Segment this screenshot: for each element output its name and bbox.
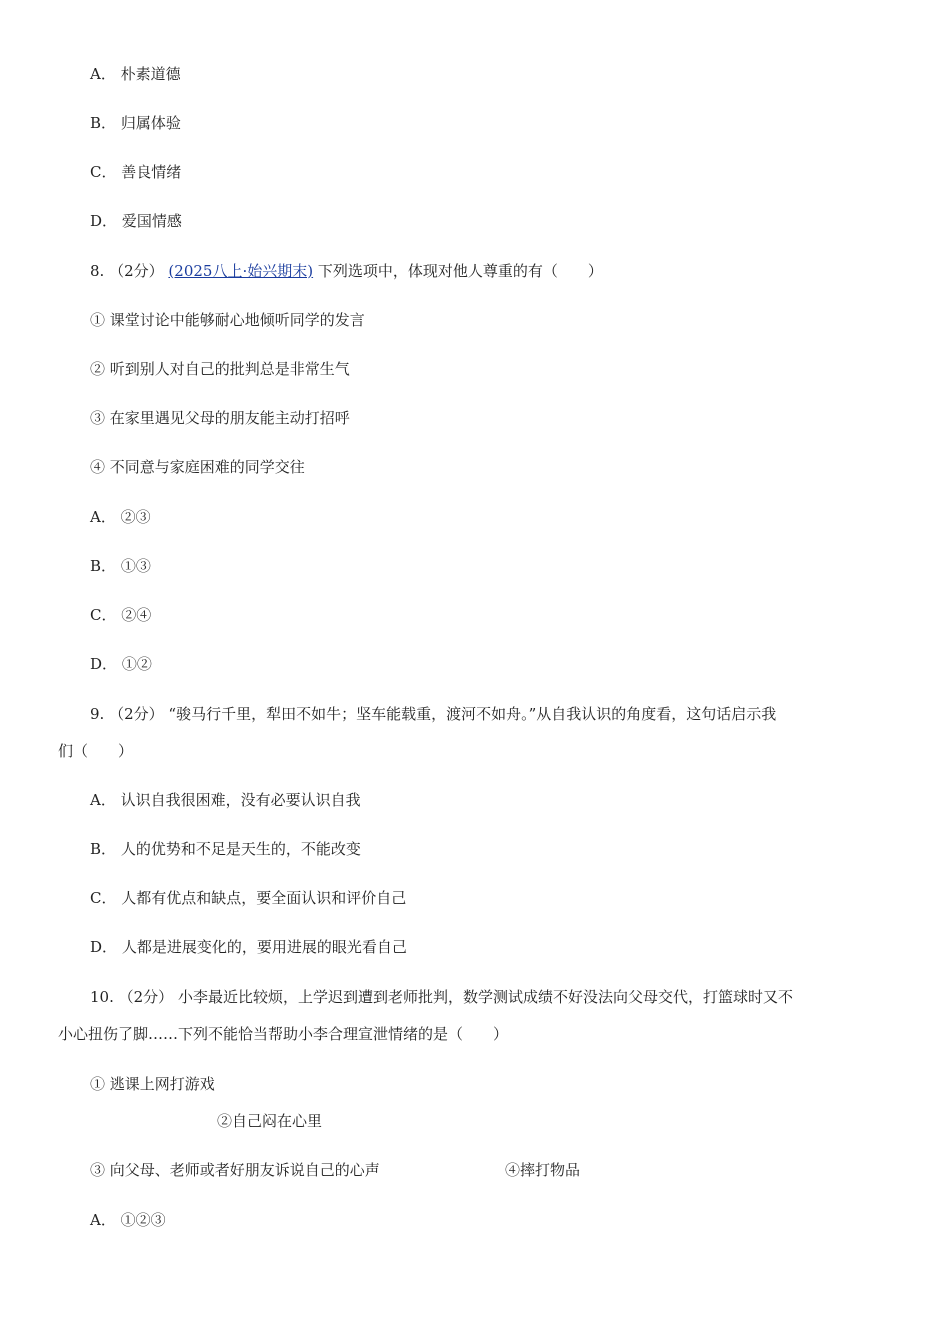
- q8-option-d: D． ①②: [90, 655, 152, 673]
- q8-source-link[interactable]: (2025八上·始兴期末): [168, 262, 314, 280]
- q10-item-1: ① 逃课上网打游戏: [90, 1075, 215, 1093]
- q7-option-b: B． 归属体验: [90, 114, 181, 132]
- q9-stem-text: “骏马行千里，犁田不如牛；坚车能载重，渡河不如舟。”从自我认识的角度看，这句话启示我: [168, 705, 777, 723]
- q8-item-3: ③ 在家里遇见父母的朋友能主动打招呼: [90, 409, 350, 427]
- q8-option-c: C． ②④: [90, 606, 152, 624]
- q10-stem-line1: [90, 987, 793, 1007]
- q8-option-b: B． ①③: [90, 557, 151, 575]
- q8-item-4: ④ 不同意与家庭困难的同学交往: [90, 458, 305, 476]
- q8-number: 8.: [90, 262, 105, 280]
- q9-option-d: D． 人都是进展变化的，要用进展的眼光看自己: [90, 938, 407, 956]
- q10-stem-line2: 小心扭伤了脚……下列不能恰当帮助小李合理宣泄情绪的是（ ）: [58, 1025, 509, 1043]
- q8-option-a: A． ②③: [90, 508, 151, 526]
- q8-stem: [90, 261, 603, 281]
- q8-score: （2分）: [109, 262, 164, 280]
- q7-option-a: A． 朴素道德: [90, 65, 181, 83]
- q10-item-2: ②自己闷在心里: [217, 1112, 323, 1130]
- q9-stem-line2: 们（ ）: [58, 742, 134, 760]
- q10-score: （2分）: [118, 988, 174, 1006]
- q9-option-c: C． 人都有优点和缺点，要全面认识和评价自己: [90, 889, 407, 907]
- q9-score: （2分）: [109, 705, 164, 723]
- q10-stem-text: 小李最近比较烦，上学迟到遭到老师批判，数学测试成绩不好没法向父母交代，打篮球时又不: [177, 988, 793, 1006]
- q9-stem-line1: [90, 704, 776, 724]
- q8-item-1: ① 课堂讨论中能够耐心地倾听同学的发言: [90, 311, 365, 329]
- q10-item-3: ③ 向父母、老师或者好朋友诉说自己的心声: [90, 1161, 380, 1179]
- q7-option-d: D． 爱国情感: [90, 212, 182, 230]
- q10-number: 10.: [90, 988, 114, 1006]
- q7-option-c: C． 善良情绪: [90, 163, 182, 181]
- q9-option-b: B． 人的优势和不足是天生的，不能改变: [90, 840, 361, 858]
- q10-item-4: ④摔打物品: [505, 1161, 581, 1179]
- q8-stem-text: 下列选项中，体现对他人尊重的有（ ）: [317, 262, 603, 280]
- q10-option-a: A． ①②③: [90, 1211, 166, 1229]
- q9-option-a: A． 认识自我很困难，没有必要认识自我: [90, 791, 361, 809]
- q8-item-2: ② 听到别人对自己的批判总是非常生气: [90, 360, 350, 378]
- q9-number: 9.: [90, 705, 105, 723]
